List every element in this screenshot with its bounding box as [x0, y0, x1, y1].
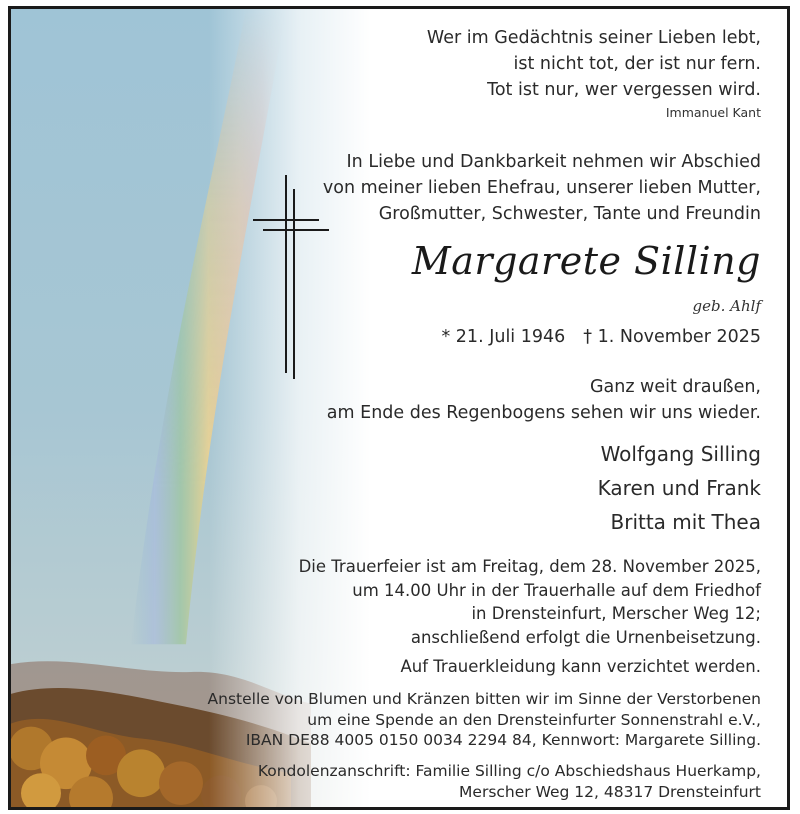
- birth-date: * 21. Juli 1946: [441, 327, 566, 347]
- rainbow-photo: [11, 9, 371, 807]
- donation-line: Anstelle von Blumen und Kränzen bitten wir im Sinne der Verstorbenen: [207, 690, 761, 708]
- mourner-name: Wolfgang Silling: [600, 442, 761, 466]
- obituary-card: [8, 6, 790, 810]
- quote-line: Tot ist nur, wer vergessen wird.: [487, 80, 761, 100]
- service-line: in Drensteinfurt, Merscher Weg 12;: [471, 604, 761, 623]
- cross-icon: [253, 175, 333, 379]
- mourners-list: [598, 437, 761, 539]
- intro-line: In Liebe und Dankbarkeit nehmen wir Abschied: [346, 152, 761, 172]
- life-dates: [441, 327, 761, 347]
- attire-note: Auf Trauerkleidung kann verzichtet werden.: [400, 657, 761, 676]
- quote-author: Immanuel Kant: [665, 105, 761, 120]
- funeral-service-info: [299, 555, 761, 649]
- service-line: anschließend erfolgt die Urnenbeisetzung.: [410, 627, 761, 647]
- condolence-line: Merscher Weg 12, 48317 Drensteinfurt: [459, 782, 761, 801]
- service-line: Die Trauerfeier ist am Freitag, dem 28. November 2025,: [298, 557, 761, 576]
- donation-line: IBAN DE88 4005 0150 0034 2294 84, Kennwort: Margarete Silling.: [245, 731, 761, 749]
- donation-info: [208, 689, 761, 751]
- farewell-intro: [323, 149, 761, 227]
- mourner-name: Karen und Frank: [597, 476, 761, 500]
- verse-line: Ganz weit draußen,: [589, 377, 761, 397]
- kant-quote: [427, 25, 761, 103]
- birth-name: geb. Ahlf: [692, 297, 761, 315]
- service-line: um 14.00 Uhr in der Trauerhalle auf dem Friedhof: [352, 580, 761, 600]
- mourner-name: Britta mit Thea: [610, 510, 761, 534]
- intro-line: Großmutter, Schwester, Tante und Freundin: [378, 204, 761, 224]
- verse-line: am Ende des Regenbogens sehen wir uns wieder.: [326, 403, 761, 423]
- intro-line: von meiner lieben Ehefrau, unserer lieben Mutter,: [322, 178, 761, 198]
- condolence-address: [258, 761, 761, 802]
- rainbow-verse: [327, 374, 761, 426]
- donation-line: um eine Spende an den Drensteinfurter Sonnenstrahl e.V.,: [307, 710, 761, 729]
- death-date: † 1. November 2025: [583, 327, 761, 347]
- deceased-name: Margarete Silling: [411, 239, 761, 283]
- condolence-line: Kondolenzanschrift: Familie Silling c/o Abschiedshaus Huerkamp,: [257, 762, 761, 780]
- quote-line: ist nicht tot, der ist nur fern.: [513, 54, 761, 74]
- quote-line: Wer im Gedächtnis seiner Lieben lebt,: [426, 28, 761, 48]
